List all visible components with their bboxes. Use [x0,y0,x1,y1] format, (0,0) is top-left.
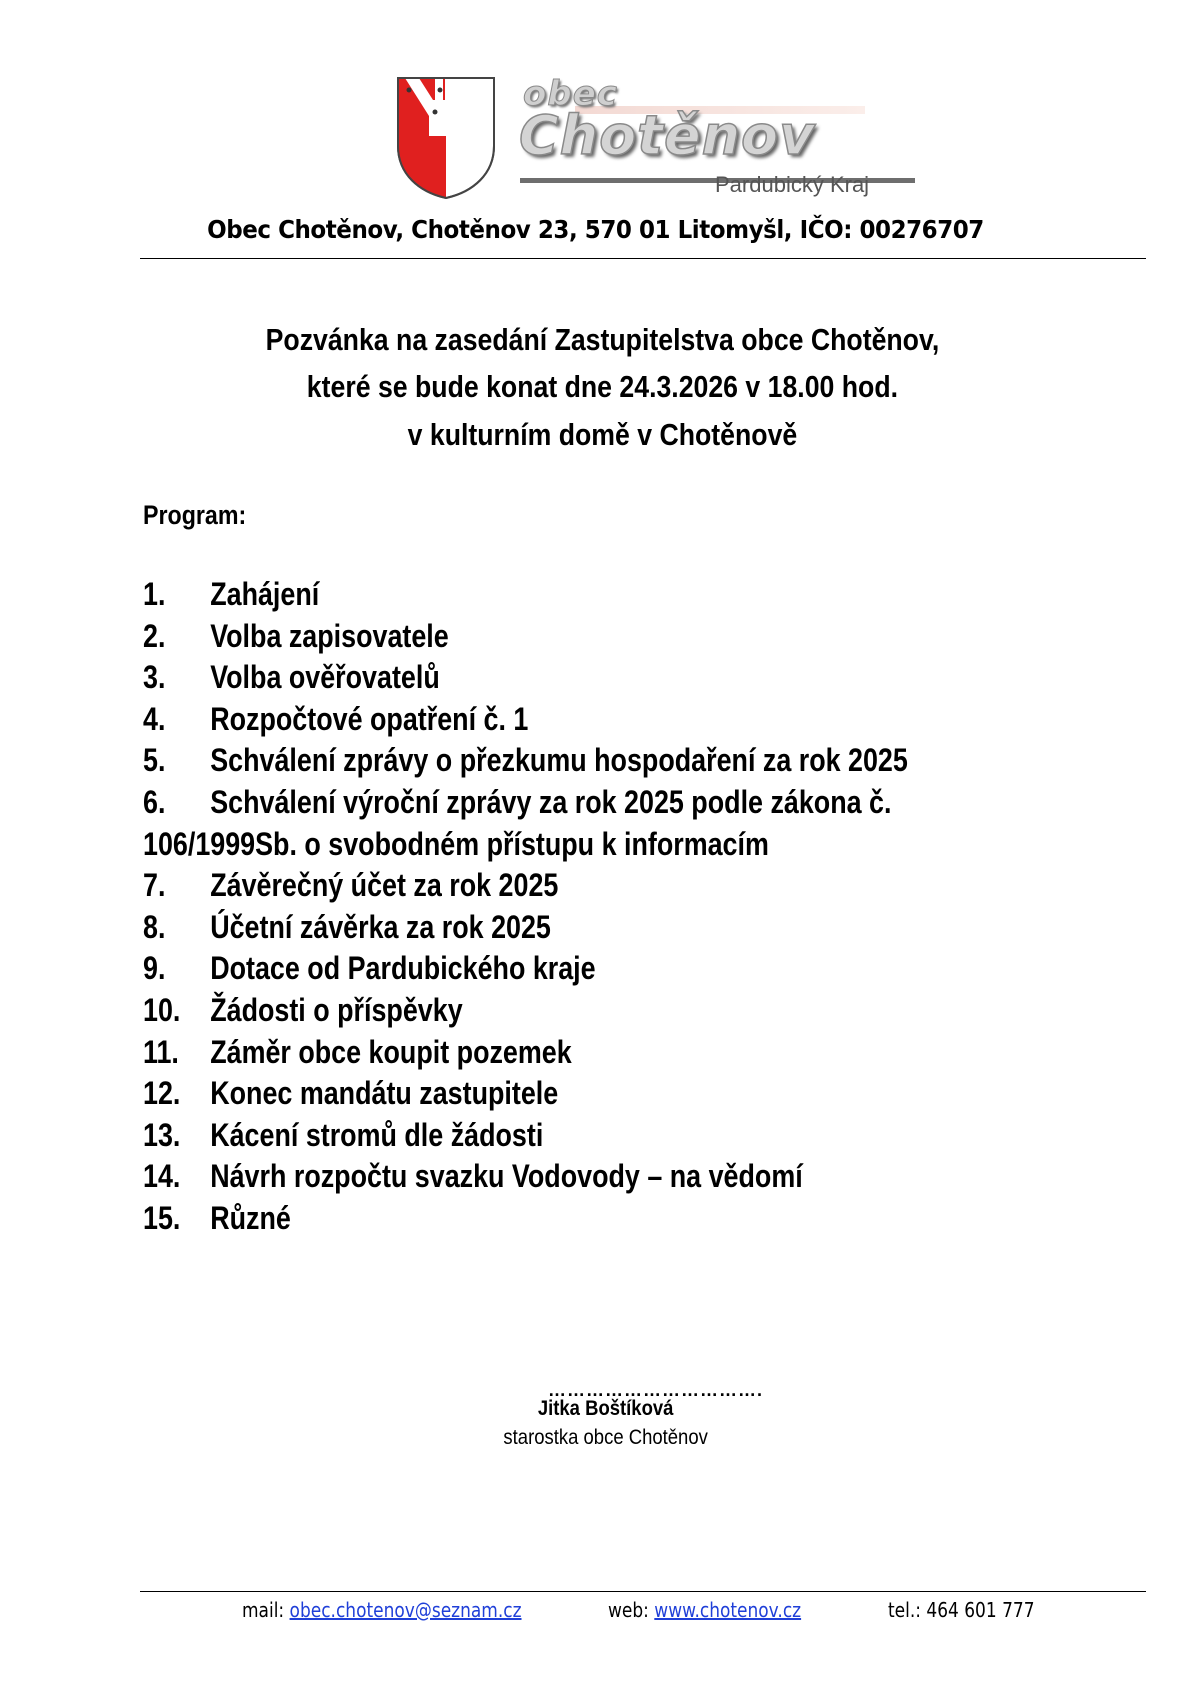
agenda-number: 7. [143,867,166,904]
agenda-number: 8. [143,908,166,945]
agenda-text: Zahájení [210,576,320,612]
agenda-item [143,699,983,741]
mail-label: mail: [242,1598,285,1622]
agenda-number: 4. [143,700,166,737]
agenda-number: 9. [143,950,166,987]
agenda-item [143,1032,983,1074]
agenda-number: 10. [143,991,181,1028]
agenda-item [143,1073,983,1115]
agenda-number: 6. [143,783,166,820]
invitation-title-line-3: v kulturním domě v Chotěnově [407,417,798,452]
agenda-number: 14. [143,1158,181,1195]
municipality-logo [395,74,915,204]
invitation-title-line-2: které se bude konat dne 24.3.2026 v 18.00 hod. [306,369,899,404]
agenda-text: Schválení zprávy o přezkumu hospodaření za rok 2025 [210,742,908,779]
header-divider [140,258,1146,259]
agenda-text: Volba zapisovatele [210,617,449,654]
agenda-number: 3. [143,659,166,696]
agenda-item [143,865,983,907]
agenda-text: Různé [210,1199,291,1236]
agenda-item [143,574,983,616]
agenda-text: Návrh rozpočtu svazku Vodovody – na vědomí [210,1158,803,1195]
invitation-title-line-1: Pozvánka na zasedání Zastupitelstva obce Chotěnov, [265,322,940,357]
logo-region: Pardubický Kraj [715,172,870,197]
program-heading: Program: [143,500,247,530]
agenda-item [143,907,983,949]
agenda-text: Kácení stromů dle žádosti [210,1116,544,1153]
signer-name: Jitka Boštíková [537,1397,674,1420]
agenda-item [143,948,983,990]
agenda-item [143,990,983,1032]
agenda-text: Konec mandátu zastupitele [210,1075,559,1112]
web-label: web: [608,1598,649,1622]
logo-word-obec: obec [523,74,618,114]
agenda-text: Volba ověřovatelů [210,659,440,696]
agenda-item [143,782,983,824]
footer-divider [140,1591,1146,1592]
agenda-text: Účetní závěrka za rok 2025 [210,908,551,945]
signer-role: starostka obce Chotěnov [503,1426,708,1449]
agenda-item [143,740,983,782]
agenda-text: Dotace od Pardubického kraje [210,950,596,987]
agenda-number: 12. [143,1075,181,1112]
footer-phone: tel.: 464 601 777 [888,1598,1035,1622]
mail-link[interactable]: obec.chotenov@seznam.cz [289,1598,522,1622]
agenda-text: Rozpočtové opatření č. 1 [210,700,529,737]
agenda-item [143,1198,983,1240]
web-link[interactable]: www.chotenov.cz [654,1598,802,1622]
municipality-address: Obec Chotěnov, Chotěnov 23, 570 01 Litomyšl, IČO: 00276707 [207,215,984,244]
agenda-number: 15. [143,1199,181,1236]
agenda-text: Záměr obce koupit pozemek [210,1033,572,1070]
signature-line: ……………………………. [548,1380,764,1400]
coat-of-arms-icon [395,76,497,200]
agenda-number: 13. [143,1116,181,1153]
agenda-number: 5. [143,742,166,779]
agenda-text: Schválení výroční zprávy za rok 2025 podle zákona č. [210,783,892,820]
footer-web [608,1598,801,1622]
agenda-item [143,616,983,658]
agenda-item [143,1115,983,1157]
agenda-number: 1. [143,576,166,612]
agenda-number: 2. [143,617,166,654]
agenda-list [143,574,983,1240]
agenda-text: Žádosti o příspěvky [210,991,463,1028]
logo-word-name: Chotěnov [519,104,816,167]
footer-mail [242,1598,522,1622]
agenda-text: Závěrečný účet za rok 2025 [210,867,559,904]
agenda-number: 11. [143,1033,179,1070]
agenda-item-continuation: 106/1999Sb. o svobodném přístupu k informacím [143,825,769,862]
agenda-item [143,657,983,699]
agenda-item [143,1156,983,1198]
